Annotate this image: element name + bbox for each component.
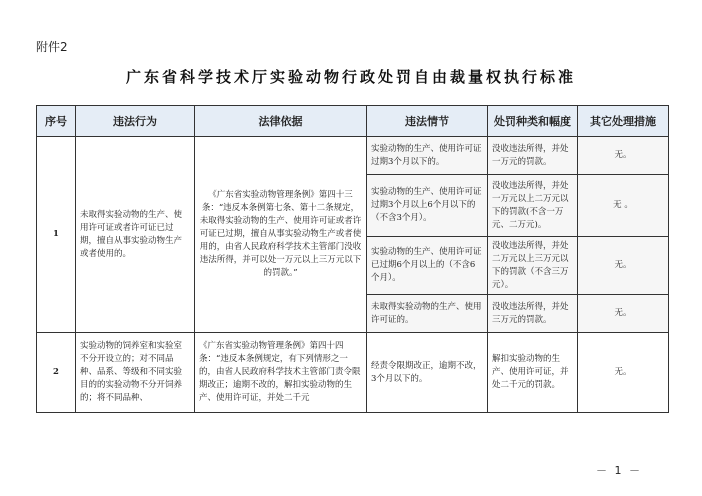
circumstance-cell: 实验动物的生产、使用许可证过期3个月以上6个月以下的（不含3个月）。 [367,175,488,237]
penalty-cell: 没收违法所得，并处一万元的罚款。 [488,137,578,175]
header-other-measures: 其它处理措施 [578,106,669,137]
header-circumstance: 违法情节 [367,106,488,137]
row-number: 1 [37,137,76,333]
page-number: － 1 － [596,464,642,477]
table-row [37,137,669,175]
penalty-standard-table [36,105,669,413]
attachment-label: 附件2 [36,40,68,54]
table-header-row [37,106,669,137]
header-number: 序号 [37,106,76,137]
penalty-cell: 没收违法所得，并处一万元以上二万元以下的罚款(不含一万元、二万元)。 [488,175,578,237]
row-number: 2 [37,333,76,413]
other-measures-cell: 无 。 [578,175,669,237]
circumstance-cell: 实验动物的生产、使用许可证已过期6个月以上的（不含6个月）。 [367,237,488,295]
penalty-cell: 解扣实验动物的生产、使用许可证，并处二千元的罚款。 [488,333,578,413]
violation-cell: 未取得实验动物的生产、使用许可证或者许可证已过期，擅自从事实验动物生产或者使用的。 [76,137,195,333]
header-violation: 违法行为 [76,106,195,137]
circumstance-cell: 经责令限期改正，逾期不改，3个月以下的。 [367,333,488,413]
document-title: 广东省科学技术厅实验动物行政处罚自由裁量权执行标准 [125,68,576,86]
other-measures-cell: 无。 [578,237,669,295]
violation-cell: 实验动物的饲养室和实验室不分开设立的；对不同品种、品系、等级和不同实验目的的实验动物不分开饲养的；将不同品种、 [76,333,195,413]
other-measures-cell: 无。 [578,137,669,175]
legal-basis-cell: 《广东省实验动物管理条例》第四十三条：“违反本条例第七条、第十二条规定，未取得实验动物的生产、使用许可证或者许可证已过期，擅自从事实验动物生产或者使用的，由省人民政府科学技术主管部门没收违法所得，并可以处一万元以上三万元以下的罚款。” [195,137,367,333]
legal-basis-cell: 《广东省实验动物管理条例》第四十四条：“违反本条例规定，有下列情形之一的，由省人民政府科学技术主管部门责令限期改正；逾期不改的，解扣实验动物的生产、使用许可证，并处二千元 [195,333,367,413]
circumstance-cell: 未取得实验动物的生产、使用许可证的。 [367,295,488,333]
table-row [37,333,669,413]
circumstance-cell: 实验动物的生产、使用许可证过期3个月以下的。 [367,137,488,175]
header-penalty: 处罚种类和幅度 [488,106,578,137]
header-legal-basis: 法律依据 [195,106,367,137]
other-measures-cell: 无。 [578,295,669,333]
penalty-cell: 没收违法所得，并处二万元以上三万元以下的罚款（不含三万元）。 [488,237,578,295]
penalty-cell: 没收违法所得，并处三万元的罚款。 [488,295,578,333]
other-measures-cell: 无。 [578,333,669,413]
